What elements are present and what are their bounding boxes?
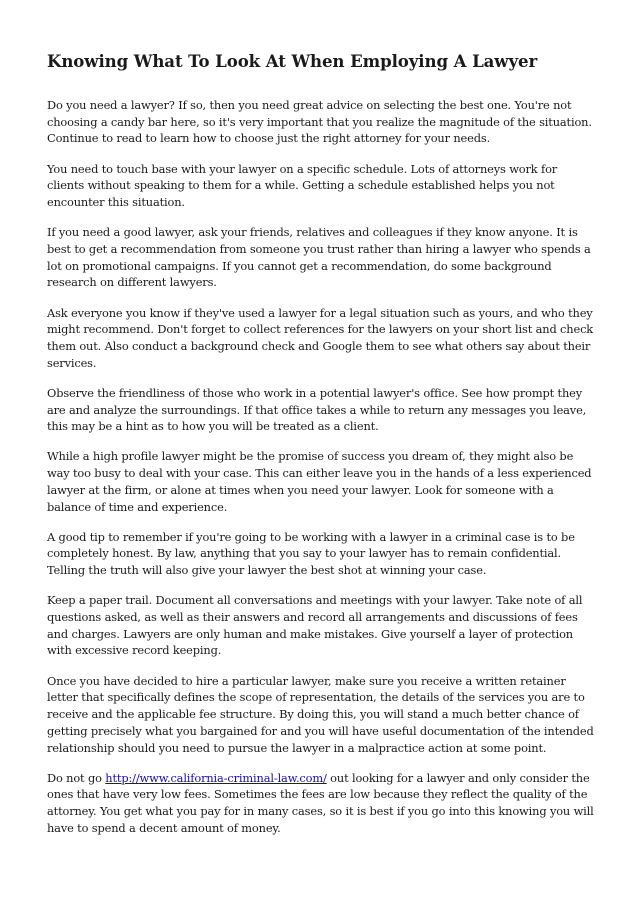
paragraph-1: Do you need a lawyer? If so, then you need great advice on selecting the best one. You're not choosing a candy bar here, so it's very important that you realize the magnitude of the situation. Continue to read to learn how to choose just the right attorney for your needs.: [47, 98, 592, 146]
paragraph-8: Keep a paper trail. Document all conversations and meetings with your lawyer. Take note of all questions asked, as well as their answers and record all arrangements and discussions of fees and charges. Lawyers are only human and make mistakes. Give yourself a layer of protection with excessive record keeping.: [47, 593, 583, 658]
paragraph-2: You need to touch base with your lawyer on a specific schedule. Lots of attorneys work for clients without speaking to them for a while. Getting a schedule established helps you not encounter this situation.: [47, 161, 558, 210]
document-title: Knowing What To Look At When Employing A Lawyer: [47, 51, 538, 71]
paragraph-6: While a high profile lawyer might be the promise of success you dream of, they might also be way too busy to deal with your case. This can either leave you in the hands of a less experienced lawyer at the firm, or alone at times when you need your lawyer. Look for someone with a balance of time and experience.: [47, 449, 592, 514]
document-body: [47, 97, 595, 837]
paragraph-5: Observe the friendliness of those who work in a potential lawyer's office. See how prompt they are and analyze the surroundings. If that office takes a while to return any messages you leave, this may be a hint as to how you will be treated as a client.: [47, 385, 587, 434]
document-page: [47, 0, 595, 850]
paragraph-10-lead-text: Do not go: [47, 770, 106, 785]
paragraph-10: [47, 770, 595, 837]
paragraph-3: If you need a good lawyer, ask your friends, relatives and colleagues if they know anyone. It is best to get a recommendation from someone you trust rather than hiring a lawyer who spends a lot on promotional campaigns. If you cannot get a recommendation, do some background research on different lawyers.: [47, 225, 591, 290]
paragraph-9: Once you have decided to hire a particular lawyer, make sure you receive a written retainer letter that specifically defines the scope of representation, the details of the services you are to receive and the applicable fee structure. By doing this, you will stand a much better chance of getting precisely what you bargained for and you will have useful documentation of the intended relationship should you need to pursue the lawyer in a malpractice action at some point.: [47, 673, 594, 755]
paragraph-7: A good tip to remember if you're going to be working with a lawyer in a criminal case is to be completely honest. By law, anything that you say to your lawyer has to remain confidential. Telling the truth will also give your lawyer the best shot at winning your case.: [47, 529, 575, 578]
california-criminal-law-link[interactable]: http://www.california-criminal-law.com/: [105, 770, 327, 785]
paragraph-10-trailing-text: out looking for a lawyer and only consider the ones that have very low fees. Sometimes the fees are low because they reflect the quality of the attorney. You get what you pay for in many cases, so it is best if you go into this knowing you will have to spend a decent amount of money.: [47, 770, 594, 835]
paragraph-4: Ask everyone you know if they've used a lawyer for a legal situation such as yours, and who they might recommend. Don't forget to collect references for the lawyers on your short list and check them out. Also conduct a background check and Google them to see what others say about their services.: [47, 305, 594, 370]
